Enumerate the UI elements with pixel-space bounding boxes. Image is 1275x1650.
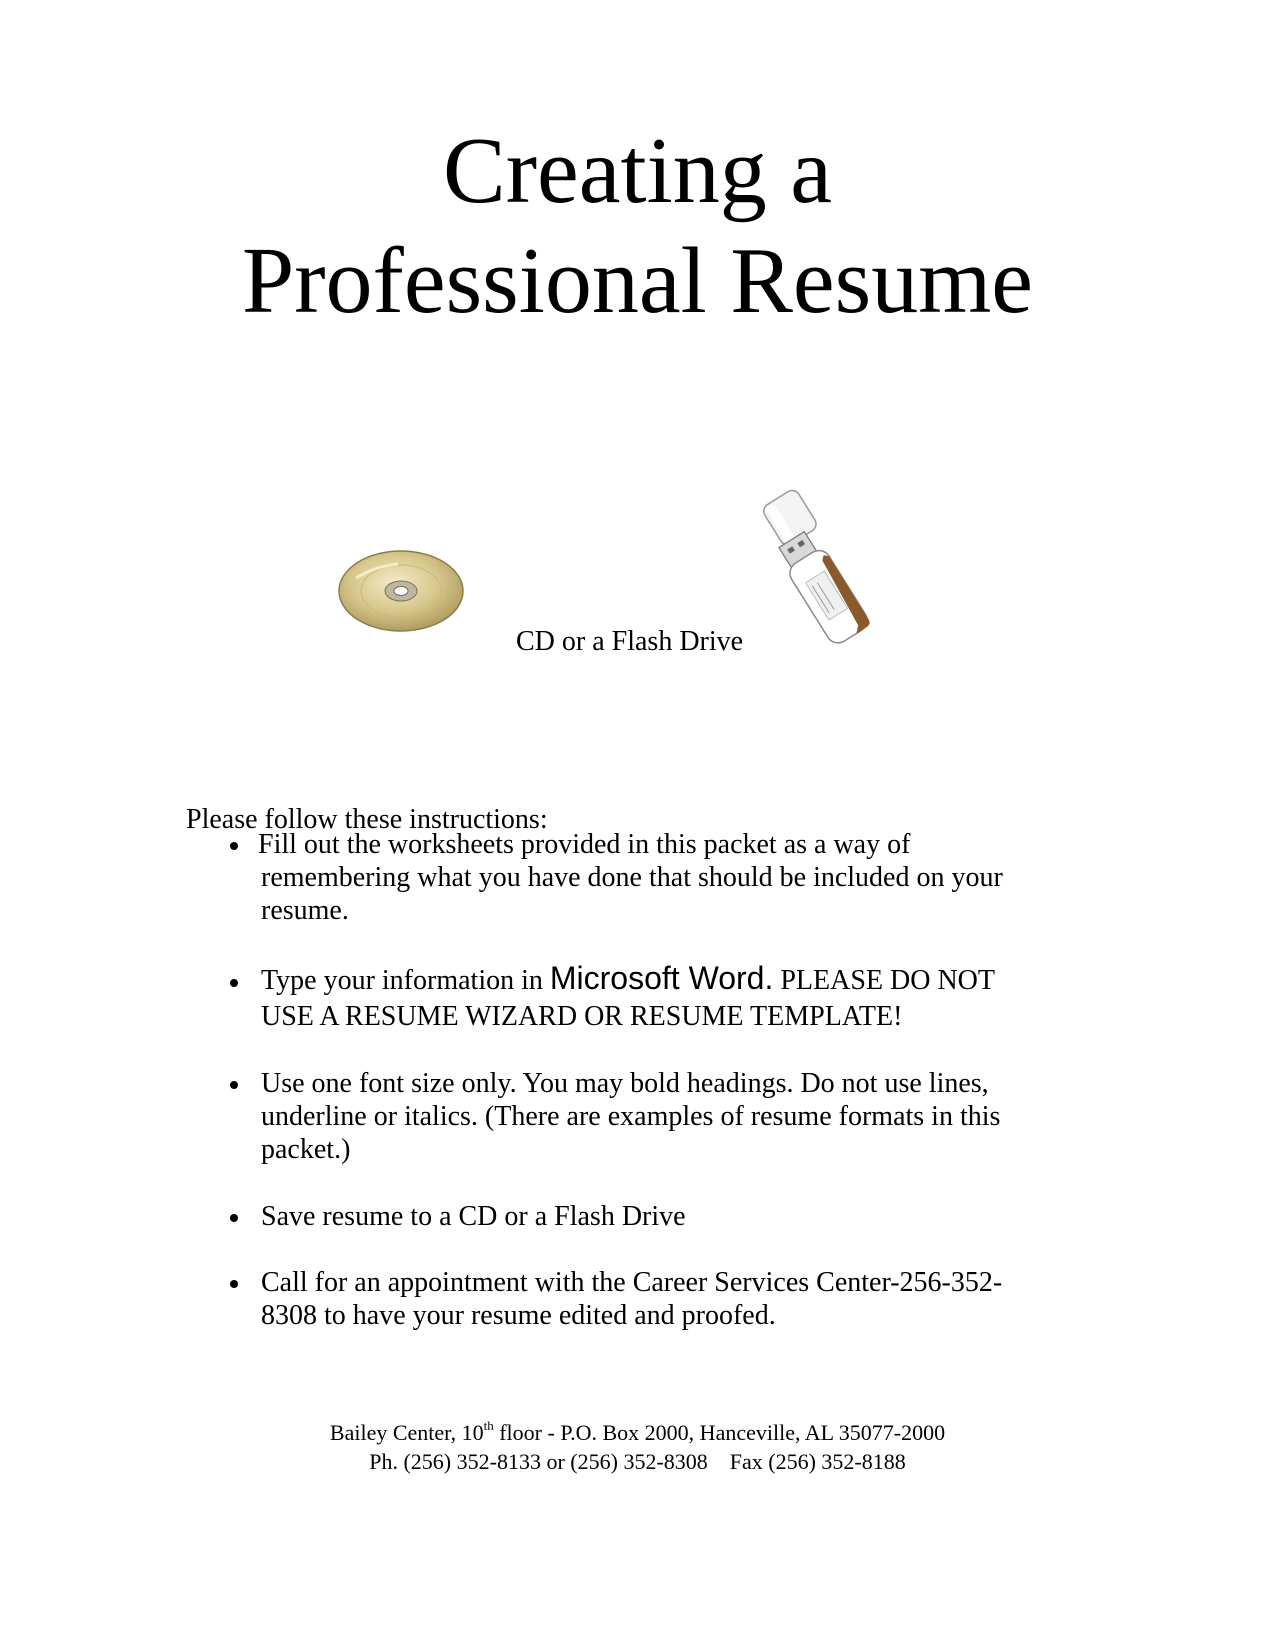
title-line-1: Creating a bbox=[443, 119, 832, 223]
item1-line2: remembering what you have done that should be included on your bbox=[261, 862, 1003, 893]
usb-flash-drive-icon bbox=[752, 486, 892, 646]
bullet-icon bbox=[230, 842, 238, 850]
footer-address-sup: th bbox=[483, 1418, 494, 1433]
footer-address bbox=[0, 1418, 1275, 1445]
footer-address-pre: Bailey Center, 10 bbox=[329, 1420, 484, 1445]
item2-pre: Type your information in bbox=[261, 965, 550, 996]
item5-line1: Call for an appointment with the Career Services Center-256-352- bbox=[261, 1267, 1003, 1298]
item2-line2: USE A RESUME WIZARD OR RESUME TEMPLATE! bbox=[261, 1001, 903, 1032]
item1-line1: Fill out the worksheets provided in this packet as a way of bbox=[258, 829, 911, 860]
bullet-icon bbox=[230, 1280, 238, 1288]
item5-line2: 8308 to have your resume edited and proofed. bbox=[261, 1300, 776, 1331]
title-line-2: Professional Resume bbox=[241, 229, 1034, 333]
footer-address-post: floor - P.O. Box 2000, Hanceville, AL 35077-2000 bbox=[493, 1420, 946, 1445]
item4-line1: Save resume to a CD or a Flash Drive bbox=[261, 1201, 686, 1232]
bullet-icon bbox=[230, 979, 238, 987]
bullet-icon bbox=[230, 1081, 238, 1089]
item3-line3: packet.) bbox=[261, 1134, 351, 1165]
item2-line1 bbox=[261, 962, 995, 997]
image-caption: CD or a Flash Drive bbox=[516, 626, 744, 657]
item2-app-name: Microsoft Word. bbox=[549, 960, 774, 996]
instructions-intro: Please follow these instructions: bbox=[186, 804, 548, 835]
bullet-icon bbox=[230, 1214, 238, 1222]
item1-line3: resume. bbox=[261, 895, 349, 926]
item2-post: PLEASE DO NOT bbox=[773, 965, 995, 996]
item3-line2: underline or italics. (There are examples of resume formats in this bbox=[261, 1101, 1001, 1132]
cd-disc-icon bbox=[336, 548, 466, 634]
footer-phones: Ph. (256) 352-8133 or (256) 352-8308 Fax (256) 352-8188 bbox=[369, 1449, 906, 1474]
item3-line1: Use one font size only. You may bold headings. Do not use lines, bbox=[261, 1068, 989, 1099]
